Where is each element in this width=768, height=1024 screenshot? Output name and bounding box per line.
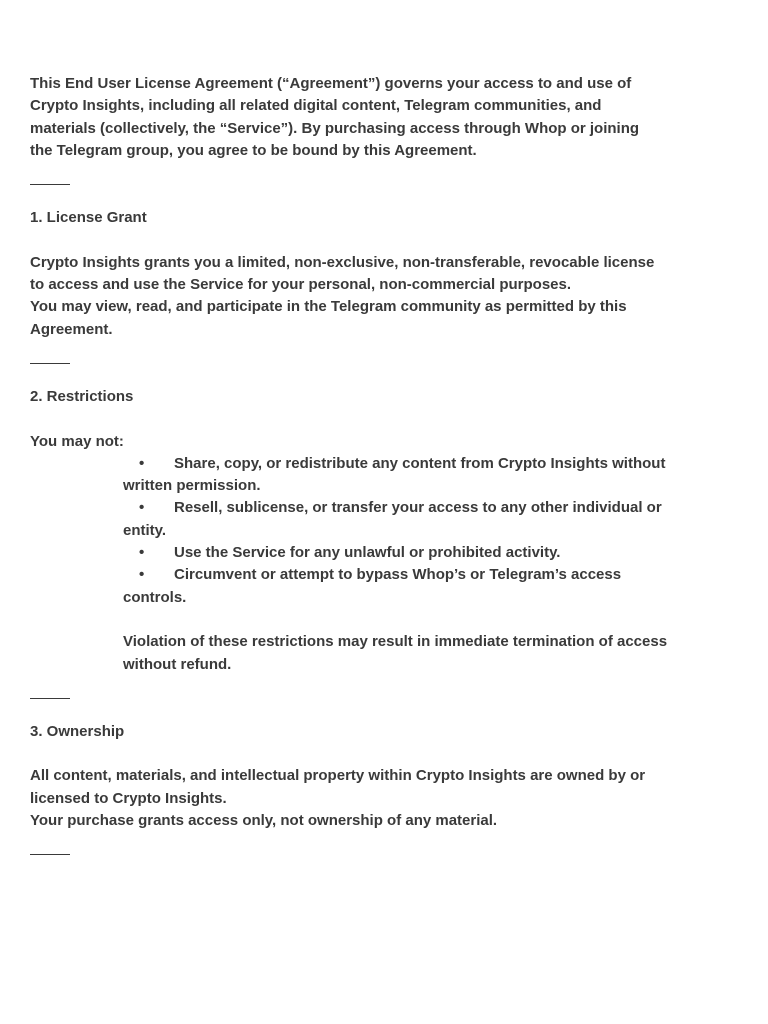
intro-line: Crypto Insights, including all related digital content, Telegram communities, and xyxy=(30,97,602,115)
violation-line: Violation of these restrictions may result in immediate termination of access xyxy=(123,633,668,651)
section-1-heading: 1. License Grant xyxy=(30,209,147,227)
restrictions-list xyxy=(30,453,738,676)
section-1-line: Crypto Insights grants you a limited, non-exclusive, non-transferable, revocable license xyxy=(30,253,655,271)
section-3-line: licensed to Crypto Insights. xyxy=(30,789,227,807)
bullet-text: Circumvent or attempt to bypass Whop’s or Telegram’s access xyxy=(174,566,622,584)
section-2-heading: 2. Restrictions xyxy=(30,387,134,405)
section-1-paragraph xyxy=(30,252,738,341)
bullet-icon: • xyxy=(139,499,145,517)
intro-line: This End User License Agreement (“Agreement”) governs your access to and use of xyxy=(30,75,632,92)
bullet-icon: • xyxy=(139,566,145,584)
bullet-continuation: written permission. xyxy=(123,477,261,495)
section-3-line: All content, materials, and intellectual property within Crypto Insights are owned by or xyxy=(30,767,646,785)
bullet-continuation: entity. xyxy=(123,521,167,539)
list-item xyxy=(123,564,738,586)
bullet-text: Use the Service for any unlawful or prohibited activity. xyxy=(174,544,561,562)
section-3-paragraph xyxy=(30,765,738,832)
bullet-text: Share, copy, or redistribute any content from Crypto Insights without xyxy=(174,454,666,472)
section-1-line: to access and use the Service for your personal, non-commercial purposes. xyxy=(30,276,572,294)
list-item xyxy=(123,497,738,519)
bullet-icon: • xyxy=(139,544,145,562)
list-item xyxy=(123,453,738,475)
bullet-icon: • xyxy=(139,454,145,472)
intro-line: materials (collectively, the “Service”). By purchasing access through Whop or joining xyxy=(30,119,640,137)
violation-line: without refund. xyxy=(123,655,232,673)
bullet-text: Resell, sublicense, or transfer your access to any other individual or xyxy=(174,499,662,517)
section-3-heading: 3. Ownership xyxy=(30,722,125,740)
list-item xyxy=(123,542,738,564)
section-3-line: Your purchase grants access only, not ownership of any material. xyxy=(30,812,498,830)
section-1-line: You may view, read, and participate in the Telegram community as permitted by this xyxy=(30,298,627,316)
intro-line: the Telegram group, you agree to be bound by this Agreement. xyxy=(30,141,477,159)
intro-paragraph xyxy=(30,73,738,162)
section-1-line: Agreement. xyxy=(30,320,113,338)
restrictions-intro: You may not: xyxy=(30,432,124,450)
bullet-continuation: controls. xyxy=(123,588,187,606)
section-divider xyxy=(30,854,70,855)
